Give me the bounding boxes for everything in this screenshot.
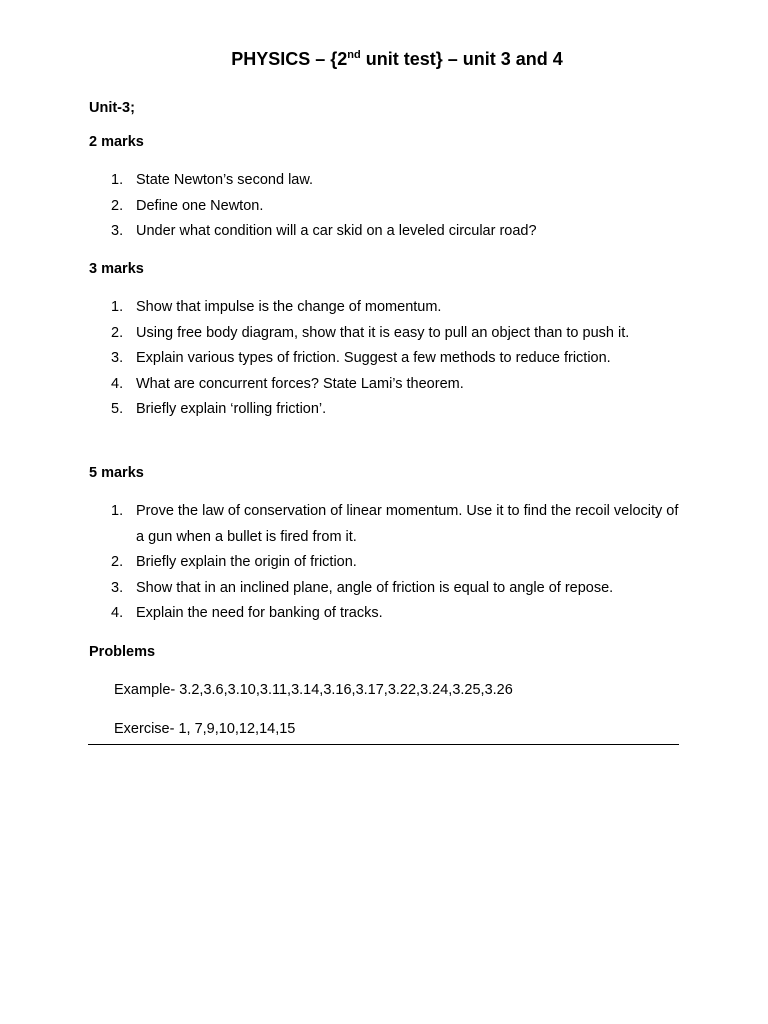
question-text: State Newton’s second law. [136, 172, 314, 188]
question-item [111, 321, 683, 347]
question-text: Show that in an inclined plane, angle of friction is equal to angle of repose. [136, 579, 614, 596]
question-item [111, 194, 683, 220]
question-list-5-marks [111, 499, 683, 627]
title-superscript: nd [347, 49, 361, 61]
section-heading-3-marks: 3 marks [89, 261, 144, 277]
question-text: Explain various types of friction. Suggest a few methods to reduce friction. [136, 350, 611, 366]
page-title [0, 47, 768, 71]
question-number: 1. [111, 503, 124, 519]
section-heading-5-marks: 5 marks [89, 465, 144, 481]
question-list-3-marks [111, 295, 683, 423]
question-text: Briefly explain the origin of friction. [136, 554, 357, 570]
question-text: What are concurrent forces? State Lami’s theorem. [136, 375, 464, 392]
question-item [111, 576, 683, 602]
problems-exercise-line: Exercise- 1, 7,9,10,12,14,15 [114, 721, 296, 737]
question-number: 2. [111, 324, 124, 341]
question-number: 2. [111, 197, 124, 214]
question-number: 3. [111, 223, 124, 239]
title-prefix: PHYSICS – {2 [231, 49, 348, 69]
problems-example-line: Example- 3.2,3.6,3.10,3.11,3.14,3.16,3.17,3.22,3.24,3.25,3.26 [114, 682, 513, 698]
question-number: 5. [111, 401, 124, 417]
question-item [111, 499, 683, 550]
question-item [111, 219, 683, 245]
problems-heading: Problems [89, 644, 156, 660]
question-number: 4. [111, 605, 124, 621]
question-item [111, 372, 683, 398]
question-number: 3. [111, 579, 124, 596]
bottom-divider [88, 744, 679, 745]
question-list-2-marks [111, 168, 683, 245]
unit-heading: Unit-3; [89, 100, 135, 116]
question-item [111, 295, 683, 321]
question-number: 1. [111, 299, 124, 315]
question-number: 1. [111, 172, 124, 188]
question-number: 4. [111, 375, 124, 392]
section-heading-2-marks: 2 marks [89, 134, 144, 150]
question-text: Show that impulse is the change of momentum. [136, 299, 442, 315]
question-item [111, 397, 683, 423]
question-text: Explain the need for banking of tracks. [136, 605, 383, 621]
question-number: 3. [111, 350, 124, 366]
question-item [111, 346, 683, 372]
question-item [111, 601, 683, 627]
question-text: Briefly explain ‘rolling friction’. [136, 401, 327, 417]
title-suffix: unit test} – unit 3 and 4 [360, 49, 563, 69]
question-text: Under what condition will a car skid on a leveled circular road? [136, 223, 537, 239]
question-item [111, 550, 683, 576]
question-item [111, 168, 683, 194]
question-text: Using free body diagram, show that it is easy to pull an object than to push it. [136, 324, 630, 341]
question-text: Define one Newton. [136, 197, 264, 214]
question-text: Prove the law of conservation of linear momentum. Use it to find the recoil velocity of a gun when a bullet is fired from it. [136, 503, 679, 545]
question-number: 2. [111, 554, 124, 570]
